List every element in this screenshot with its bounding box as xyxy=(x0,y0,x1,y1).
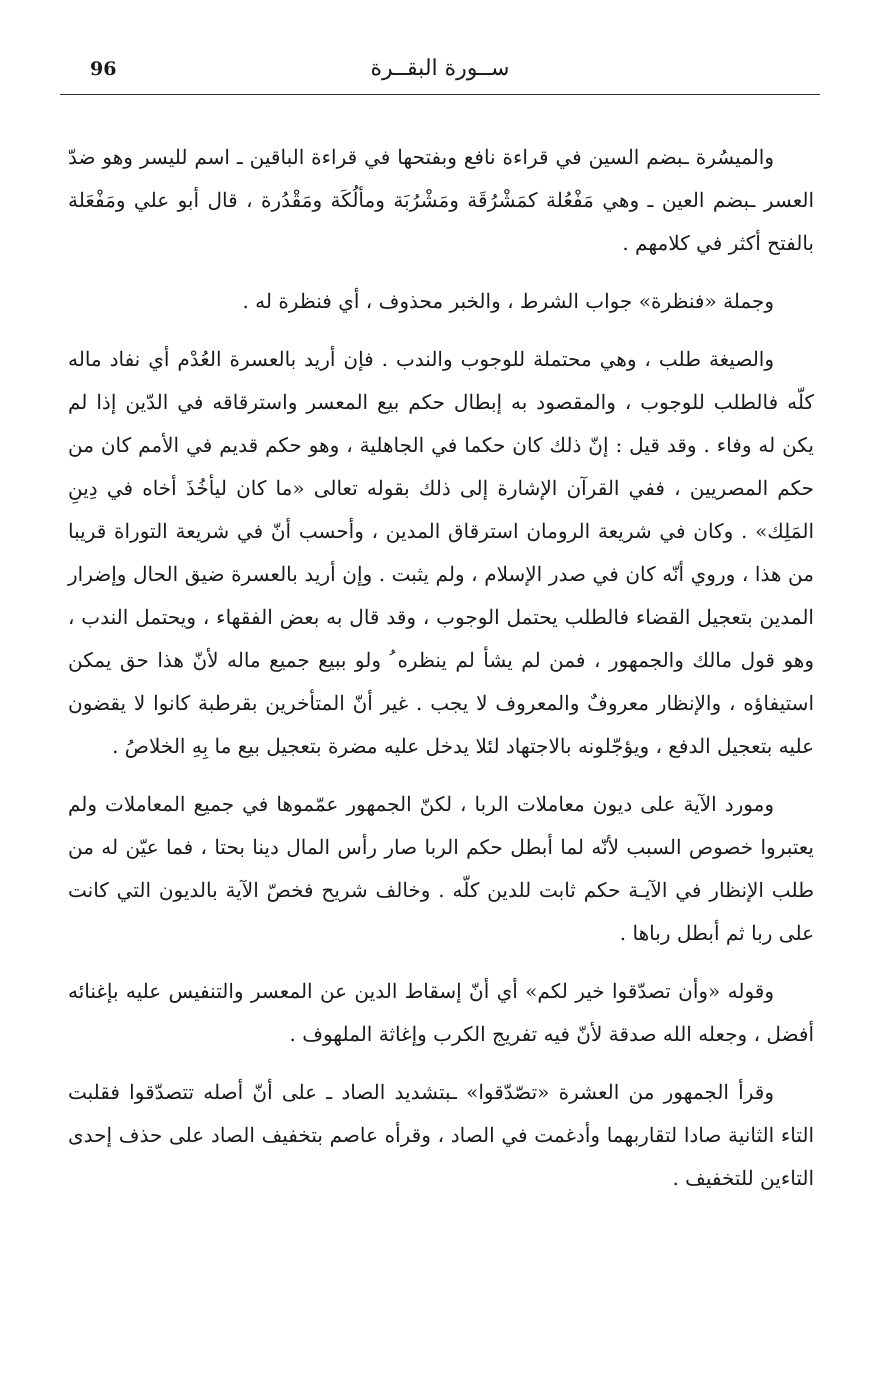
page-header xyxy=(60,50,820,94)
paragraph-fanazira: وجملة «فنظرة» جواب الشرط ، والخبر محذوف ، أي فنظرة له . xyxy=(242,289,774,313)
paragraph-mawrid: ومورد الآية على ديون معاملات الربا ، لكنّ الجمهور عمّموها في جميع المعاملات ولم يعتبروا خصوص السبب لأنّه لما أبطل حكم الربا صار رأس المال دينا بحتا ، فما عيّن له من طلب الإنظار في الآيـة حكم ثابت للدين كلّه . وخالف شريح فخصّ الآية بالديون التي كانت على ربا ثم أبطل رباها . xyxy=(68,792,814,945)
running-title: ســورة البقــرة xyxy=(370,56,510,81)
paragraph-maysura: والميسُرة ـبضم السين في قراءة نافع وبفتحها في قراءة الباقين ـ اسم لليسر وهو ضدّ العسر ـبضم العين ـ وهي مَفْعُلة كمَشْرُقَة ومَشْرُبَة ومألُكَة ومَقْدُرة ، قال أبو علي ومَفْعَلة بالفتح أكثر في كلامهم . xyxy=(68,145,814,255)
header-rule xyxy=(60,94,820,95)
paragraph-sigha: والصيغة طلب ، وهي محتملة للوجوب والندب . فإن أريد بالعسرة العُدْم أي نفاد ماله كلّه فالطلب للوجوب ، والمقصود به إبطال حكم بيع المعسر واسترقاقه في الدّين إذا لم يكن له وفاء . وقد قيل : إنّ ذلك كان حكما في الجاهلية ، وهو حكم قديم في الأمم كان من حكم المصريين ، ففي القرآن الإشارة إلى ذلك بقوله تعالى «ما كان ليأخُذَ أخاه في دِينِ المَلِك» . وكان في شريعة الرومان استرقاق المدين ، وأحسب أنّ في شريعة التوراة قريبا من هذا ، وروي أنّه كان في صدر الإسلام ، ولم يثبت . وإن أريد بالعسرة ضيق الحال وإضرار المدين بتعجيل القضاء فالطلب يحتمل الوجوب ، وقد قال به بعض الفقهاء ، ويحتمل الندب ، وهو قول مالك والجمهور ، فمن لم يشأ لم ينظره ُ ولو ببيع جميع ماله لأنّ هذا حق يمكن استيفاؤه ، والإنظار معروفٌ والمعروف لا يجب . غير أنّ المتأخرين بقرطبة كانوا لا يقضون عليه بتعجيل الدفع ، ويؤجّلونه بالاجتهاد لئلا يدخل عليه مضرة بتعجيل بيع ما بِهِ الخلاصُ . xyxy=(68,347,814,758)
page-number: 96 xyxy=(90,58,117,80)
paragraph-tasaddaqu: وقوله «وأن تصدّقوا خير لكم» أي أنّ إسقاط الدين عن المعسر والتنفيس عليه بإغنائه أفضل ، وجعله الله صدقة لأنّ فيه تفريج الكرب وإغاثة الملهوف . xyxy=(68,979,814,1046)
paragraph-qiraat: وقرأ الجمهور من العشرة «تصّدّقوا» ـبتشديد الصاد ـ على أنّ أصله تتصدّقوا فقلبت التاء الثانية صادا لتقاربهما وأدغمت في الصاد ، وقرأه عاصم بتخفيف الصاد على حذف إحدى التاءين للتخفيف . xyxy=(68,1080,814,1190)
body-text xyxy=(68,136,814,1215)
